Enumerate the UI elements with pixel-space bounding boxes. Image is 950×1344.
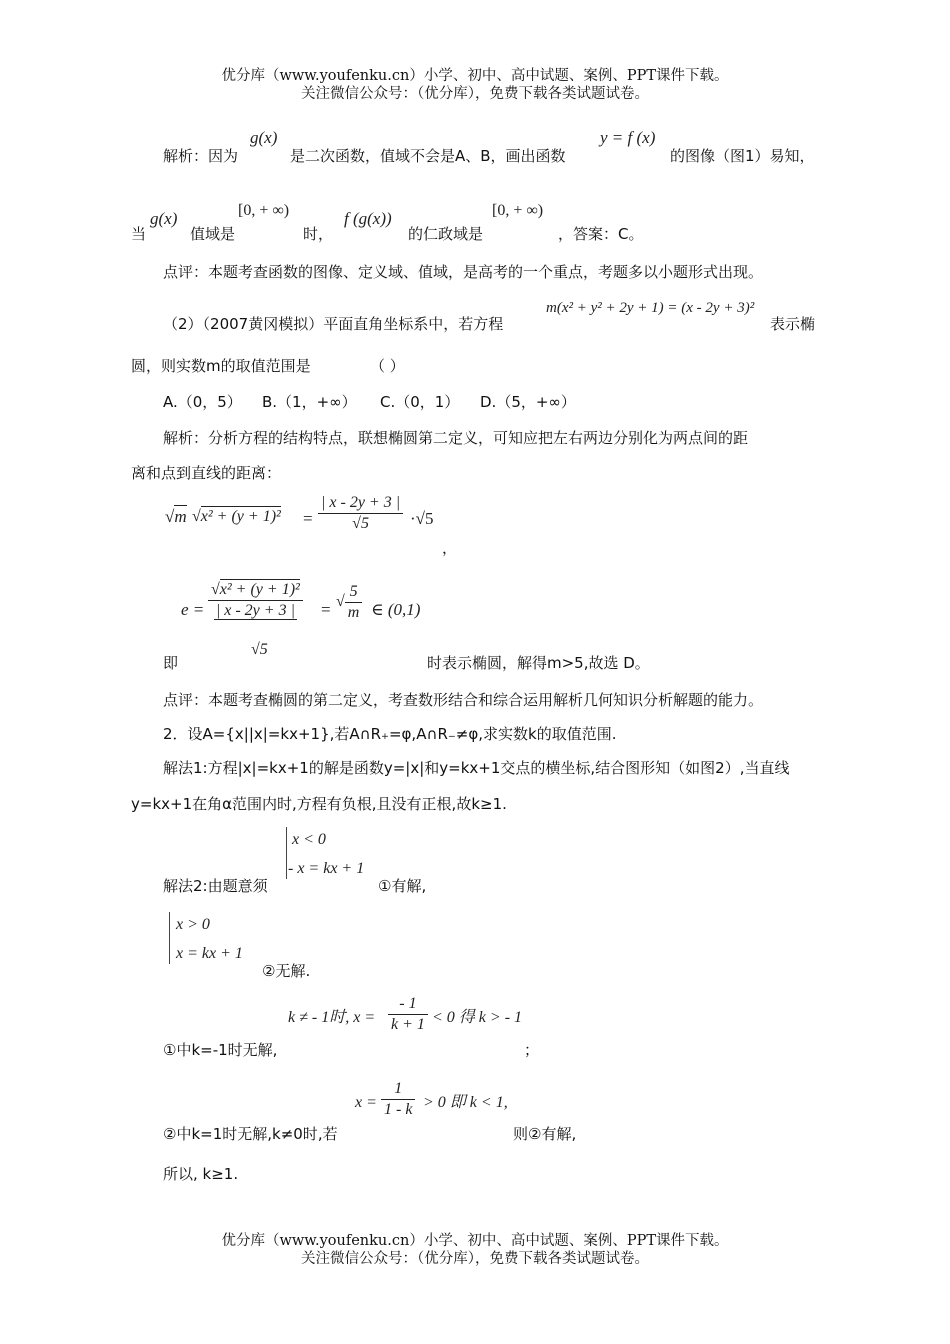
q2-answer-paren: （ ） [370,357,405,375]
s2-text-2: ①有解, [378,877,427,895]
option-b: B.（1，+∞） [262,393,357,411]
eq2-sqrt-fraction: √ $\frac{5}{m}$ [336,582,362,623]
s2-text-1: 解法2:由题意须 [163,877,268,895]
option-d: D.（5，+∞） [480,393,576,411]
header-line-1: 优分库（www.youfenku.cn）小学、初中、高中试题、案例、PPT课件下载。 [221,68,729,84]
eq2-lhs: e = [181,600,205,619]
eq1-fraction: $\frac{| x - 2y + 3 |}{√5}$ [318,493,403,534]
p2-math-range-2: [0, + ∞) [492,202,544,219]
option-a: A.（0，5） [163,393,242,411]
p1-math-gx: g(x) [250,128,278,147]
s4-text-2: 则②有解, [513,1125,577,1143]
s3-text-2: ； [524,1041,540,1059]
p1-text-1: 解析：因为 [163,147,239,165]
p2-math-fgx: f (g(x)) [344,209,392,228]
system-1-line-b: - x = kx + 1 [288,860,365,877]
p1-math-yfx: y = f (x) [600,128,656,147]
p2-text-2: 值域是 [190,225,236,243]
s3-math-1: k ≠ - 1时, x = [288,1009,376,1026]
eq1-equals: = [303,509,313,528]
eq2-tail: ∈ (0,1) [371,600,421,619]
eq1-comma: ， [442,539,458,557]
p4-line-2: 离和点到直线的距离： [131,464,282,482]
p6-comment: 点评：本题考查椭圆的第二定义，考查数形结合和综合运用解析几何知识分析解题的能力。 [163,691,764,709]
q2-text-2: 表示椭 [770,315,816,333]
option-c: C.（0，1） [380,393,460,411]
eq2-den-sqrt5: √5 [251,641,268,658]
s1-line-2: y=kx+1在角α范围内时,方程有负根,且没有正根,故k≥1. [131,795,507,813]
p1-text-2: 是二次函数，值域不会是A、B，画出函数 [290,147,566,165]
p1-text-3: 的图像（图1）易知， [670,147,815,165]
eq1-tail: ·√5 [410,509,434,528]
p2-text-5: ，答案：C。 [558,225,644,243]
s4-math-2: > 0 即 k < 1, [423,1094,508,1111]
p2-text-4: 的仁政域是 [408,225,484,243]
p2-text-3: 时， [303,225,334,243]
p2-math-gx: g(x) [150,209,178,228]
s5-conclusion: 所以, k≥1. [163,1165,239,1183]
p3-comment: 点评：本题考查函数的图像、定义域、值域，是高考的一个重点，考题多以小题形式出现。 [163,263,764,281]
footer-line-1: 优分库（www.youfenku.cn）小学、初中、高中试题、案例、PPT课件下载。 [221,1233,729,1249]
s3-math-2: < 0 得 k > - 1 [432,1009,523,1026]
system-2-brace [169,912,170,964]
eq1-sqrt-body: √x² + (y + 1)² [192,508,281,525]
s4-math-1: x = [355,1094,377,1111]
eq1-sqrt-m: √m [165,507,187,526]
header-line-2: 关注微信公众号：（优分库），免费下载各类试题试卷。 [301,86,649,102]
q2-text-1: （2）（2007黄冈模拟）平面直角坐标系中，若方程 [163,315,504,333]
p2-math-range-1: [0, + ∞) [238,202,290,219]
p4-line-1: 解析：分析方程的结构特点，联想椭圆第二定义，可知应把左右两边分别化为两点间的距 [163,429,749,447]
p2-text-1: 当 [131,225,147,243]
q2-equation: m(x² + y² + 2y + 1) = (x - 2y + 3)² [546,300,755,316]
system-2-line-b: x = kx + 1 [176,945,243,962]
q3-problem: 2．设A={x||x|=kx+1},若A∩R₊=φ,A∩R₋≠φ,求实数k的取值范围. [163,725,617,743]
system-1-line-a: x < 0 [292,831,326,848]
system-1-brace [286,827,287,879]
s4-fraction: $\frac{1}{1 - k}$ [381,1079,415,1120]
system-2-line-a: x > 0 [176,916,210,933]
s2-text-3: ②无解. [262,962,311,980]
eq2-big-fraction: $\frac{\text{√x² + (y + 1)²}}{| x - 2y + 3 |}$ [208,580,303,621]
q2-text-3: 圆，则实数m的取值范围是 [131,357,311,375]
s1-line-1: 解法1:方程|x|=kx+1的解是函数y=|x|和y=kx+1交点的横坐标,结合图形知（如图2）,当直线 [163,759,790,777]
p5-text-1: 即 [163,654,179,672]
eq2-equals: = [321,600,331,619]
s3-fraction: $\frac{- 1}{k + 1}$ [388,994,428,1035]
footer-line-2: 关注微信公众号：（优分库），免费下载各类试题试卷。 [301,1251,649,1267]
s3-text-1: ①中k=-1时无解, [163,1041,278,1059]
s4-text-1: ②中k=1时无解,k≠0时,若 [163,1125,338,1143]
p5-text-2: 时表示椭圆，解得m>5,故选 D。 [427,654,650,672]
